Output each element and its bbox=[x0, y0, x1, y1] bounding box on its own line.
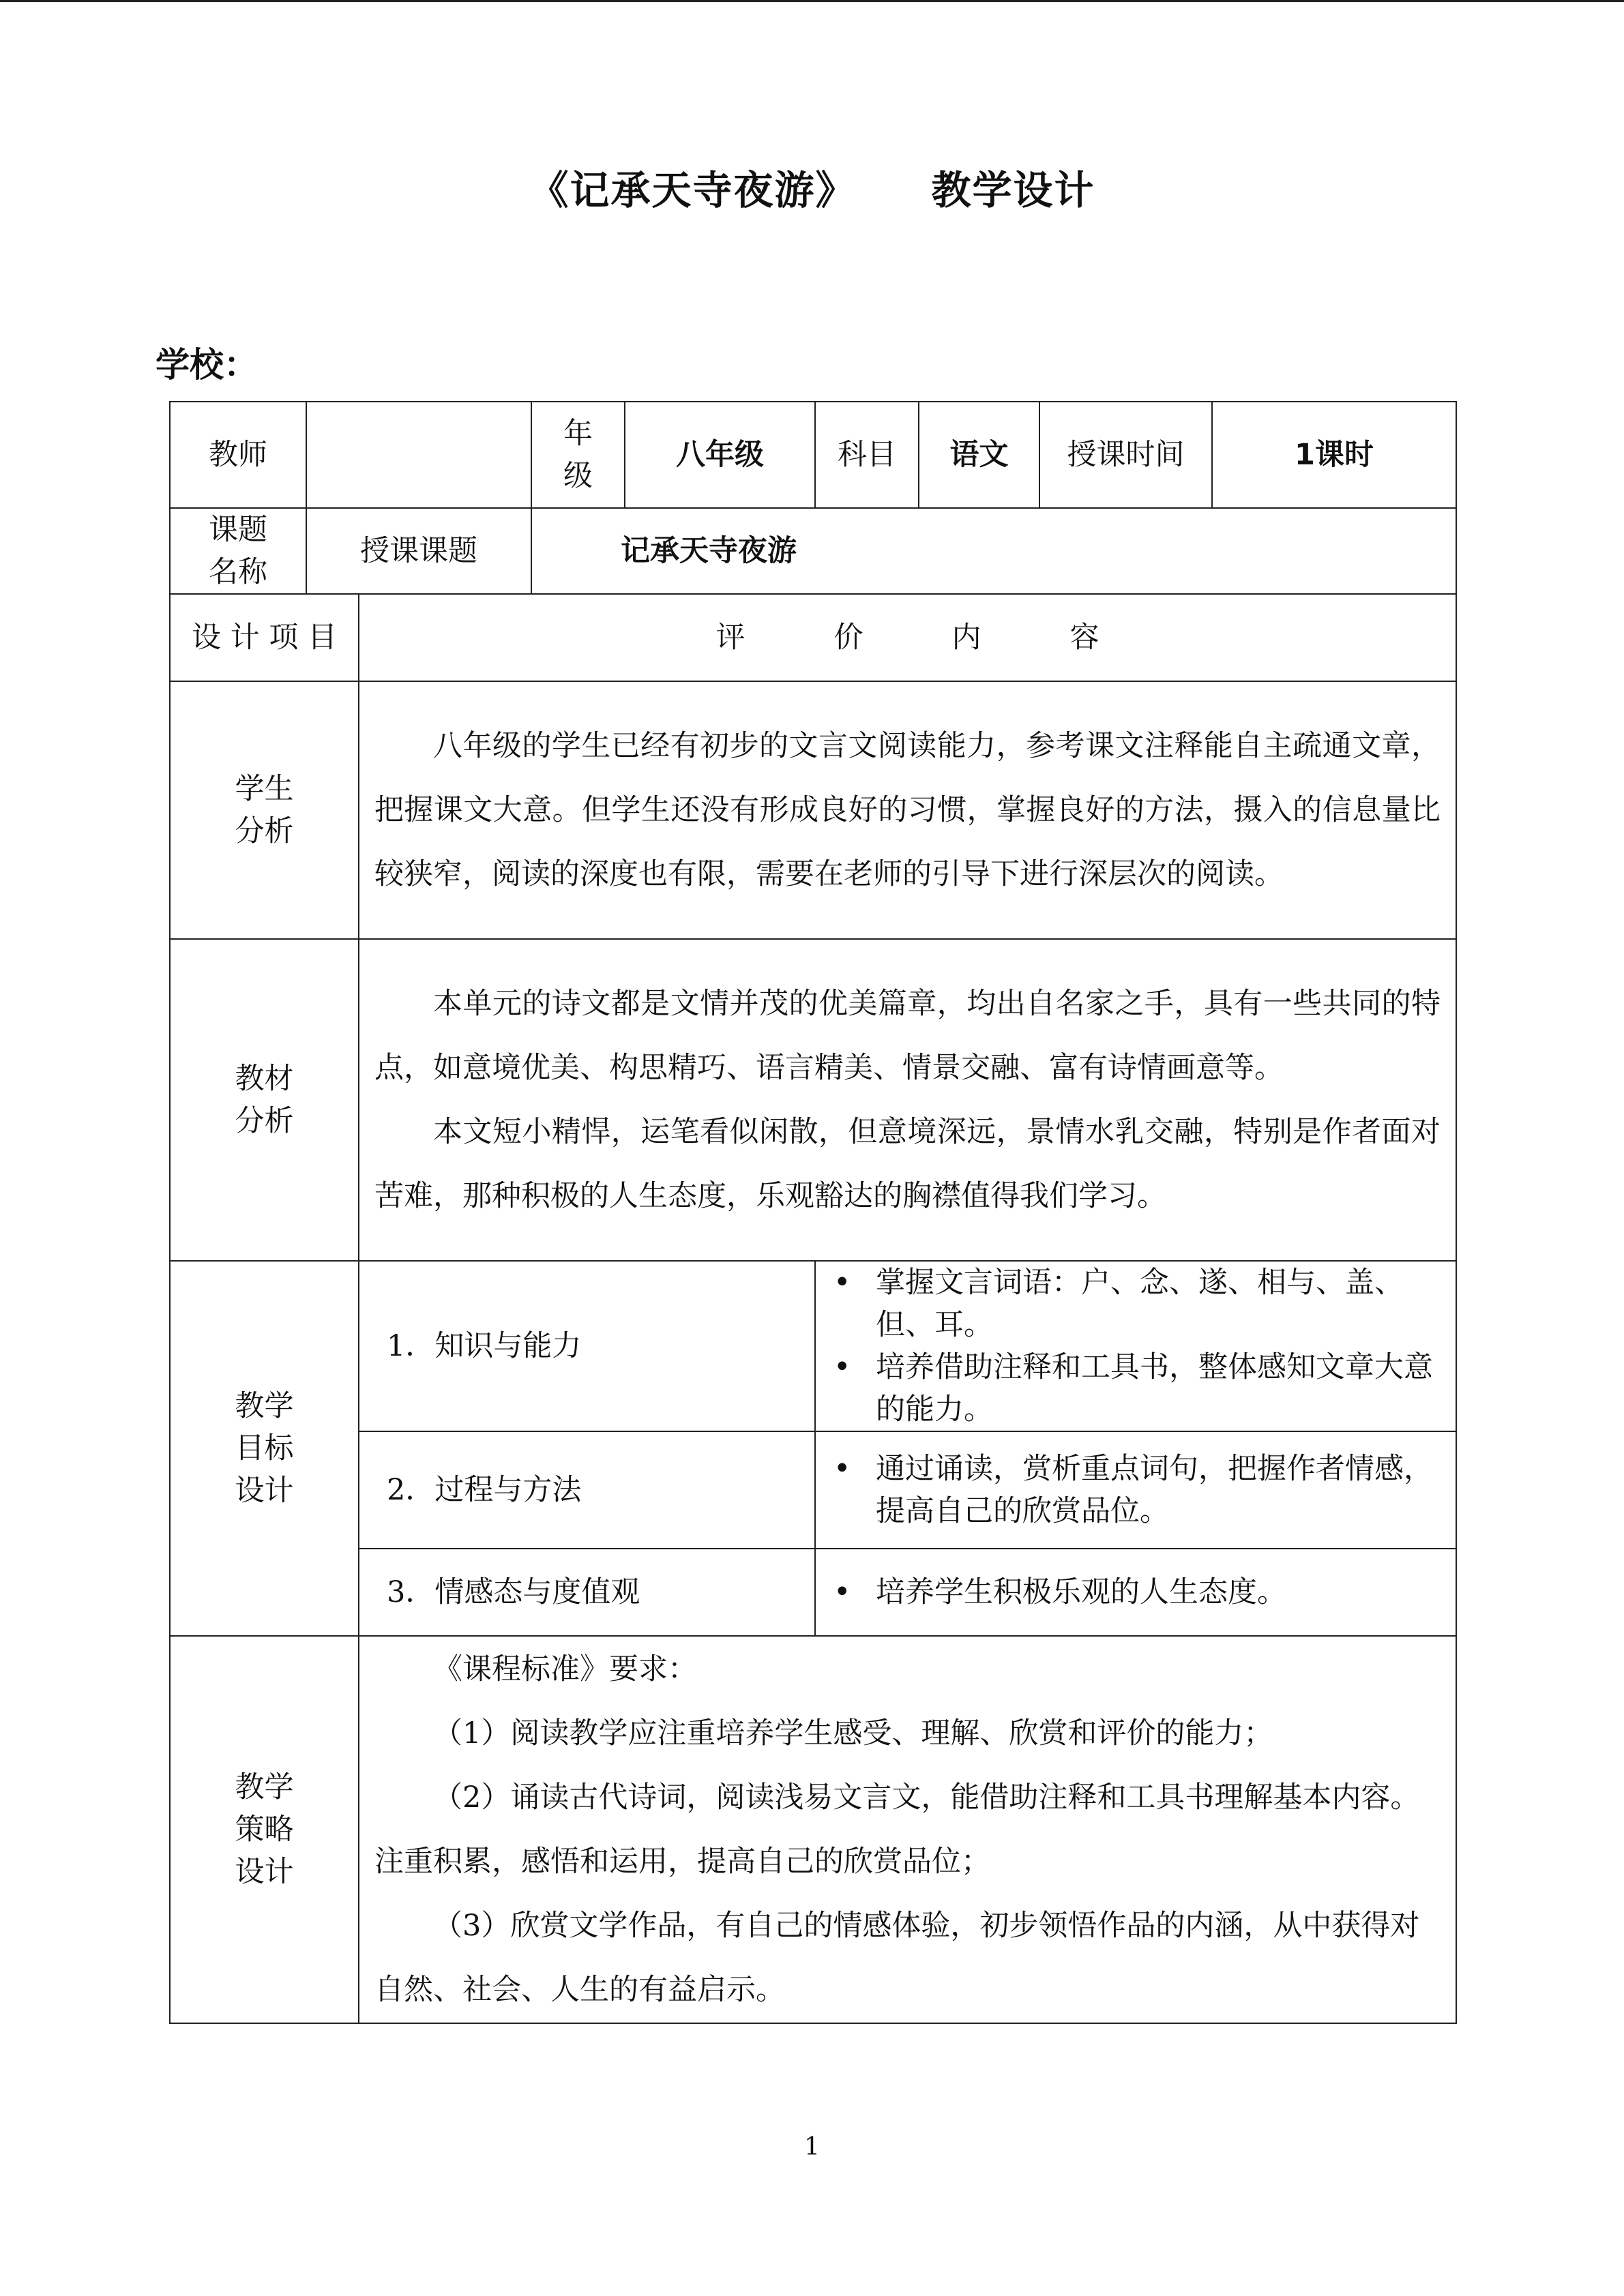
material-analysis-label: 教材分析 bbox=[170, 939, 359, 1261]
content-header-char-1: 评 bbox=[715, 620, 745, 655]
strategy-row bbox=[170, 1636, 1456, 2023]
content-header-char-4: 容 bbox=[1069, 620, 1099, 655]
document-title bbox=[0, 158, 1624, 215]
lesson-plan-table bbox=[169, 401, 1457, 2024]
student-analysis-content bbox=[359, 681, 1456, 939]
material-analysis-row bbox=[170, 939, 1456, 1261]
title-suffix: 教学设计 bbox=[931, 167, 1095, 213]
topic-value: 记承天寺夜游 bbox=[531, 508, 1456, 594]
grade-value: 八年级 bbox=[625, 402, 815, 508]
teacher-value bbox=[306, 402, 531, 508]
header-row bbox=[170, 402, 1456, 508]
objective-name-1: 1．知识与能力 bbox=[359, 1261, 815, 1431]
title-lesson-name: 《记承天寺夜游》 bbox=[529, 167, 857, 213]
objective-name-3: 3．情感态与度值观 bbox=[359, 1549, 815, 1636]
objective-item: • 培养借助注释和工具书，整体感知文章大意的能力。 bbox=[833, 1346, 1446, 1431]
content-header-char-2: 价 bbox=[833, 620, 863, 655]
material-paragraph-1: 本单元的诗文都是文情并茂的优美篇章，均出自名家之手，具有一些共同的特点，如意境优美、构思精巧、语言精美、情景交融、富有诗情画意等。 bbox=[374, 987, 1441, 1085]
grade-label: 年级 bbox=[531, 402, 625, 508]
design-item-label: 设 计 项 目 bbox=[170, 594, 359, 681]
objective-item: • 培养学生积极乐观的人生态度。 bbox=[833, 1571, 1446, 1613]
strategy-label: 教学策略设计 bbox=[170, 1636, 359, 2023]
objective-row-1 bbox=[170, 1261, 1456, 1431]
content-header bbox=[359, 594, 1456, 681]
time-label: 授课时间 bbox=[1039, 402, 1212, 508]
topic-row bbox=[170, 508, 1456, 594]
strategy-paragraph-2: （1）阅读教学应注重培养学生感受、理解、欣赏和评价的能力； bbox=[433, 1716, 1273, 1750]
objective-row-2 bbox=[170, 1431, 1456, 1549]
strategy-paragraph-4: （3）欣赏文学作品，有自己的情感体验，初步领悟作品的内涵，从中获得对自然、社会、人生的有益启示。 bbox=[374, 1909, 1420, 2007]
subject-value: 语文 bbox=[919, 402, 1039, 508]
topic-label: 课题名称 bbox=[170, 508, 306, 594]
objective-row-3 bbox=[170, 1549, 1456, 1636]
subject-label: 科目 bbox=[815, 402, 919, 508]
objective-item: • 通过诵读，赏析重点词句，把握作者情感，提高自己的欣赏品位。 bbox=[833, 1448, 1446, 1532]
school-line bbox=[156, 338, 265, 387]
strategy-paragraph-3: （2）诵读古代诗词，阅读浅易文言文，能借助注释和工具书理解基本内容。注重积累，感悟和运用，提高自己的欣赏品位； bbox=[374, 1780, 1420, 1879]
material-paragraph-2: 本文短小精悍，运笔看似闲散，但意境深远，景情水乳交融，特别是作者面对苦难，那种积极的人生态度，乐观豁达的胸襟值得我们学习。 bbox=[374, 1115, 1441, 1213]
objective-items-1 bbox=[815, 1261, 1456, 1431]
strategy-content bbox=[359, 1636, 1456, 2023]
objectives-label: 教学目标设计 bbox=[170, 1261, 359, 1636]
page-top-border bbox=[0, 0, 1624, 2]
objective-items-3 bbox=[815, 1549, 1456, 1636]
objective-items-2 bbox=[815, 1431, 1456, 1549]
page-number: 1 bbox=[804, 2133, 820, 2161]
objective-item: • 掌握文言词语：户、念、遂、相与、盖、但、耳。 bbox=[833, 1262, 1446, 1346]
student-analysis-text: 八年级的学生已经有初步的文言文阅读能力，参考课文注释能自主疏通文章，把握课文大意。但学生还没有形成良好的习惯，掌握良好的方法，摄入的信息量比较狭窄，阅读的深度也有限，需要在老师的引导下进行深层次的阅读。 bbox=[374, 729, 1441, 891]
topic-sub-label: 授课课题 bbox=[306, 508, 531, 594]
material-analysis-content bbox=[359, 939, 1456, 1261]
time-value: 1课时 bbox=[1212, 402, 1456, 508]
school-label: 学校： bbox=[156, 345, 258, 385]
objective-name-2: 2．过程与方法 bbox=[359, 1431, 815, 1549]
student-analysis-label: 学生分析 bbox=[170, 681, 359, 939]
design-header-row bbox=[170, 594, 1456, 681]
teacher-label: 教师 bbox=[170, 402, 306, 508]
student-analysis-row bbox=[170, 681, 1456, 939]
strategy-paragraph-1: 《课程标准》要求： bbox=[433, 1652, 697, 1686]
content-header-char-3: 内 bbox=[951, 620, 981, 655]
